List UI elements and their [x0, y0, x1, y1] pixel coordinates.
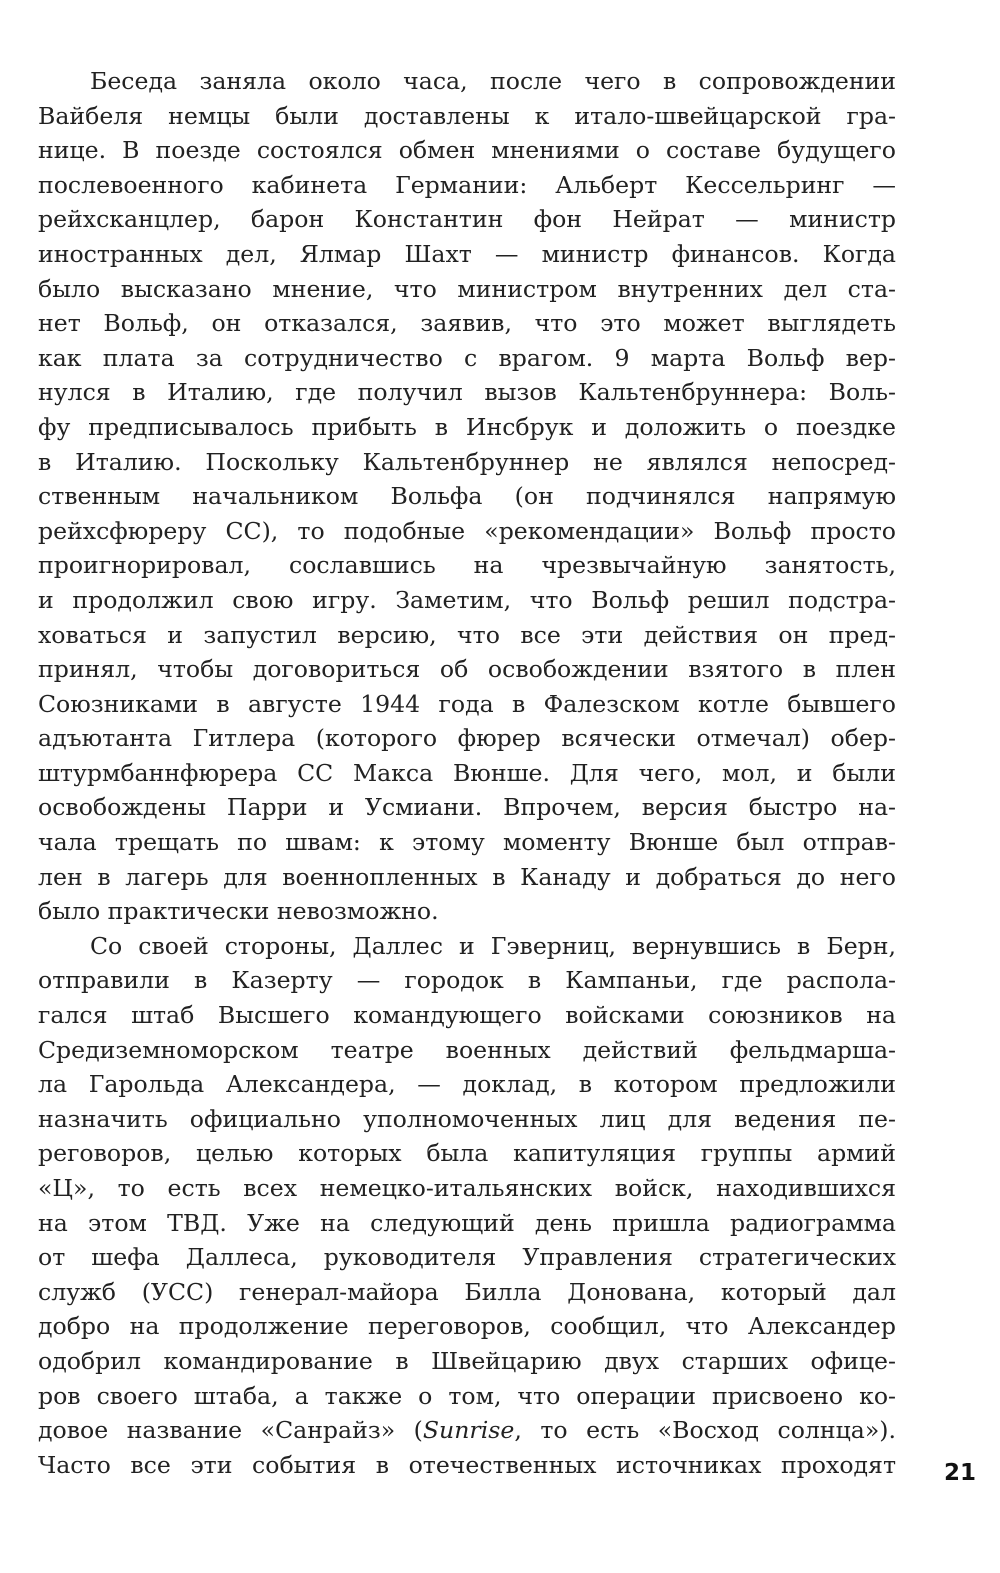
text-line: как плата за сотрудничество с врагом. 9 марта Вольф вер-	[38, 343, 896, 372]
text-line: гался штаб Высшего командующего войсками союзников на	[38, 1001, 896, 1030]
text-line: и продолжил свою игру. Заметим, что Вольф решил подстра-	[38, 585, 896, 614]
text-line: Часто все эти события в отечественных источниках проходят	[38, 1450, 896, 1479]
text-line: было практически невозможно.	[38, 897, 439, 926]
text-line: рейхсфюреру СС), то подобные «рекомендации» Вольф просто	[38, 516, 896, 545]
text-line: реговоров, целью которых была капитуляция группы армий	[38, 1139, 896, 1168]
text-line: на этом ТВД. Уже на следующий день пришла радиограмма	[38, 1208, 896, 1237]
text-line: послевоенного кабинета Германии: Альберт Кессельринг —	[38, 170, 896, 199]
text-line: чала трещать по швам: к этому моменту Вюнше был отправ-	[38, 828, 896, 857]
text-line: ров своего штаба, а также о том, что операции присвоено ко-	[38, 1381, 896, 1410]
text-line: лен в лагерь для военнопленных в Канаду и добраться до него	[38, 862, 896, 891]
text-line: отправили в Казерту — городок в Кампаньи, где распола-	[38, 966, 896, 995]
text-line: от шефа Даллеса, руководителя Управления стратегических	[38, 1243, 896, 1272]
body-text	[38, 64, 896, 1482]
text-line	[38, 1413, 896, 1448]
text-line: назначить официально уполномоченных лиц для ведения пе-	[38, 1104, 896, 1133]
text-line: нулся в Италию, где получил вызов Кальтенбруннера: Воль-	[38, 378, 896, 407]
text-line: Вайбеля немцы были доставлены к итало-швейцарской гра-	[38, 101, 896, 130]
text-line: Беседа заняла около часа, после чего в сопровождении	[90, 67, 896, 95]
text-line: «Ц», то есть всех немецко-итальянских войск, находившихся	[38, 1174, 896, 1202]
text-line: штурмбаннфюрера СС Макса Вюнше. Для чего, мол, и были	[38, 758, 896, 787]
page-number: 21	[944, 1460, 977, 1486]
text-line: Средиземноморском театре военных действий фельдмарша-	[38, 1035, 896, 1064]
text-fragment: , то есть «Восход солнца»).	[514, 1416, 896, 1445]
text-line: ла Гарольда Александера, — доклад, в котором предложили	[38, 1070, 896, 1099]
text-line: нет Вольф, он отказался, заявив, что это может выглядеть	[38, 309, 896, 338]
text-line: иностранных дел, Ялмар Шахт — министр финансов. Когда	[38, 239, 896, 268]
text-line: нице. В поезде состоялся обмен мнениями о составе будущего	[38, 136, 896, 165]
text-line: ховаться и запустил версию, что все эти действия он пред-	[38, 620, 896, 649]
italic-term: Sunrise	[422, 1416, 515, 1445]
text-line: Со своей стороны, Даллес и Гэверниц, вернувшись в Берн,	[90, 931, 896, 960]
text-line: одобрил командирование в Швейцарию двух старших офице-	[38, 1346, 896, 1375]
text-line: адъютанта Гитлера (которого фюрер всячески отмечал) обер-	[38, 724, 896, 753]
text-line: Союзниками в августе 1944 года в Фалезском котле бывшего	[38, 689, 896, 718]
text-line: в Италию. Поскольку Кальтенбруннер не являлся непосред-	[38, 447, 896, 476]
text-line: освобождены Парри и Усмиани. Впрочем, версия быстро на-	[38, 793, 896, 822]
text-fragment: довое название «Санрайз» (	[38, 1416, 423, 1445]
text-line: рейхсканцлер, барон Константин фон Нейрат — министр	[38, 205, 896, 234]
text-line: принял, чтобы договориться об освобождении взятого в плен	[38, 655, 896, 684]
text-line: фу предписывалось прибыть в Инсбрук и доложить о поездке	[38, 412, 896, 441]
text-line: ственным начальником Вольфа (он подчинялся напрямую	[38, 482, 896, 511]
text-line: добро на продолжение переговоров, сообщил, что Александер	[38, 1312, 896, 1341]
text-line: служб (УСС) генерал-майора Билла Донована, который дал	[38, 1277, 896, 1306]
text-line: было высказано мнение, что министром внутренних дел ста-	[38, 274, 896, 303]
text-line: проигнорировал, сославшись на чрезвычайную занятость,	[38, 551, 896, 580]
